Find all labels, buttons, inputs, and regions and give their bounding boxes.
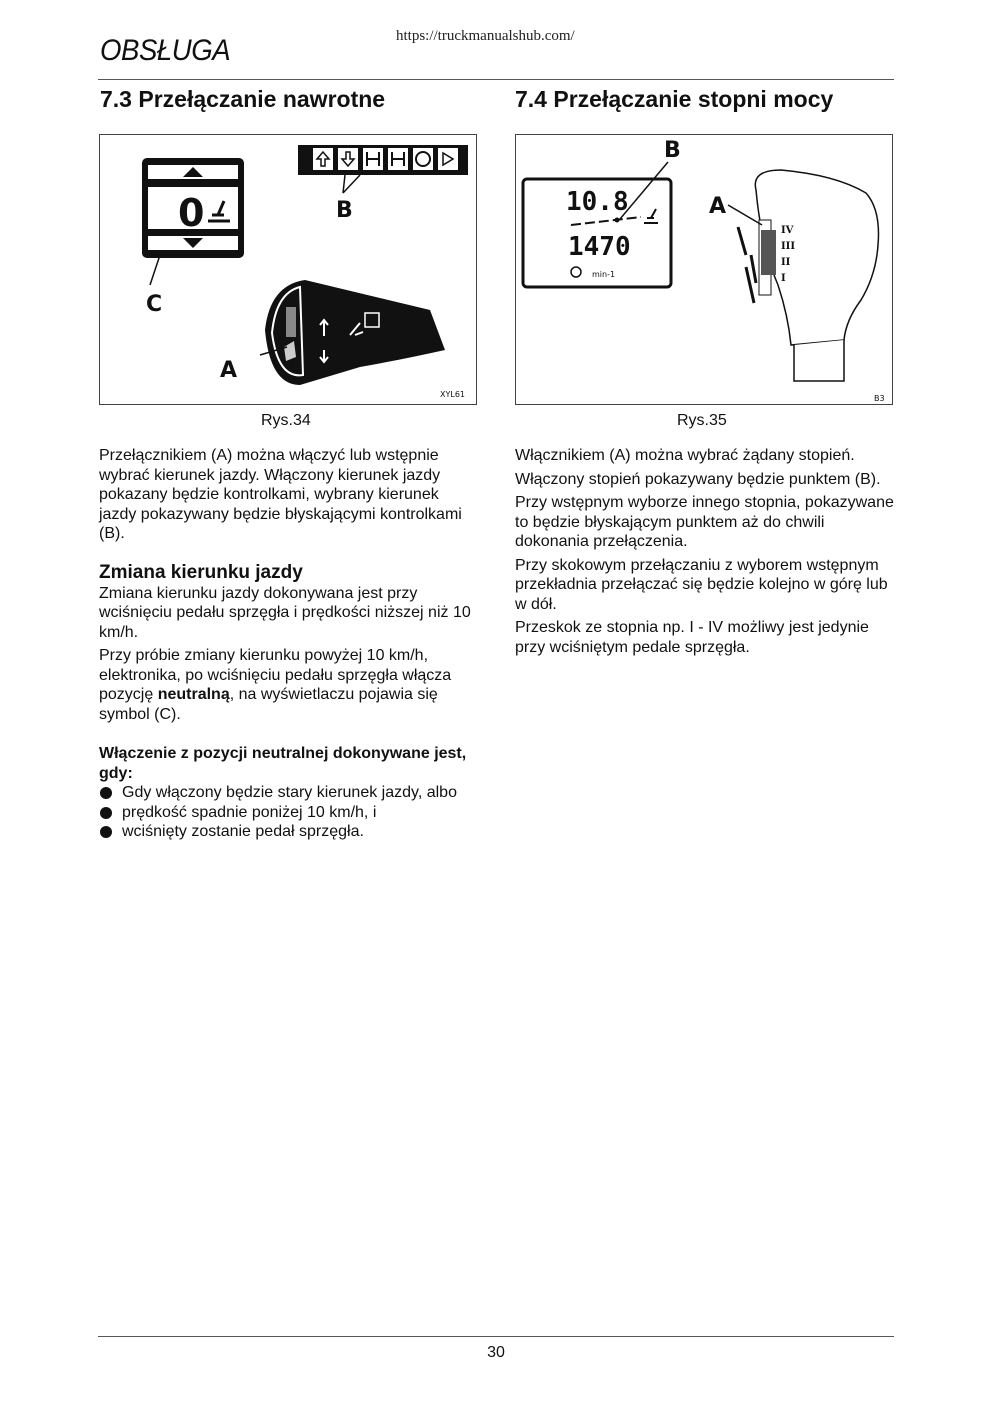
figure-34-code: XYL61 — [440, 390, 466, 399]
figure-35-code: B3 — [874, 394, 885, 403]
list-item: Gdy włączony będzie stary kierunek jazdy, albo — [99, 783, 479, 803]
bullet-icon — [100, 826, 112, 838]
heading-7-3: 7.3 Przełączanie nawrotne — [100, 86, 386, 112]
neutral-bold: neutralną — [157, 686, 230, 703]
paragraph: Zmiana kierunku jazdy dokonywana jest przy wciśnięciu pedału sprzęgła i prędkości niższej niż 10 km/h. — [99, 584, 471, 641]
bullet-list — [99, 783, 479, 842]
display-speed: 10.8 — [566, 187, 629, 217]
figure-34-illustration — [100, 135, 476, 404]
section-title: OBSŁUGA — [100, 34, 231, 67]
paragraph: Przy skokowym przełączaniu z wyborem wstępnym przekładnia przełączać się będzie kolejno w górę lub w dół. — [515, 556, 888, 613]
list-item: prędkość spadnie poniżej 10 km/h, i — [99, 803, 479, 823]
display-rpm: 1470 — [568, 232, 631, 262]
footer-rule — [98, 1336, 894, 1337]
source-url[interactable]: https://truckmanualshub.com/ — [396, 28, 575, 44]
gear-label: II — [781, 257, 791, 268]
paragraph: Włączony stopień pokazywany będzie punktem (B). — [515, 470, 881, 488]
gear-label: III — [781, 241, 796, 252]
intro-paragraph: Przełącznikiem (A) można włączyć lub wstępnie wybrać kierunek jazdy. Włączony kierunek jazdy pokazany będzie kontrolkami, wybrany kierunek jazdy pokazywany będzie błyskającymi kontrolkami (B). — [99, 447, 462, 542]
label-b: B — [664, 138, 681, 163]
paragraph: Przy próbie zmiany kierunku powyżej 10 km/h, elektronika, po wciśnięciu pedału sprzęgła włącza pozycję neutralną, na wyświetlaczu pojawia się symbol (C). — [99, 647, 452, 723]
display-digit: 0 — [178, 191, 205, 235]
label-a: A — [709, 194, 727, 219]
display-rpm-unit: min-1 — [592, 270, 616, 279]
left-column — [99, 446, 479, 842]
subheading-direction-change: Zmiana kierunku jazdy — [99, 561, 303, 583]
paragraph: Przeskok ze stopnia np. I - IV możliwy jest jedynie przy wciśniętym pedale sprzęgła. — [515, 619, 869, 656]
gear-label: I — [781, 273, 786, 284]
bullet-icon — [100, 787, 112, 799]
bold-heading: Włączenie z pozycji neutralnej dokonywane jest, gdy: — [99, 745, 467, 782]
page-number: 30 — [487, 1344, 505, 1361]
paragraph: Przy wstępnym wyborze innego stopnia, pokazywane to będzie błyskającym punktem aż do chwili dokonania przełączenia. — [515, 494, 894, 550]
label-a: A — [220, 358, 238, 383]
bullet-icon — [100, 807, 112, 819]
right-column — [515, 446, 895, 661]
caption-35: Rys.35 — [677, 412, 727, 429]
figure-35-illustration — [516, 135, 892, 404]
label-b: B — [336, 198, 353, 223]
heading-7-4: 7.4 Przełączanie stopni mocy — [515, 86, 834, 112]
label-c: C — [146, 292, 163, 317]
figure-35 — [515, 134, 893, 405]
paragraph: Włącznikiem (A) można wybrać żądany stopień. — [515, 447, 855, 464]
list-item: wciśnięty zostanie pedał sprzęgła. — [99, 822, 479, 842]
figure-34 — [99, 134, 477, 405]
caption-34: Rys.34 — [261, 412, 311, 429]
header-rule — [98, 79, 894, 80]
gear-label: IV — [781, 225, 794, 236]
